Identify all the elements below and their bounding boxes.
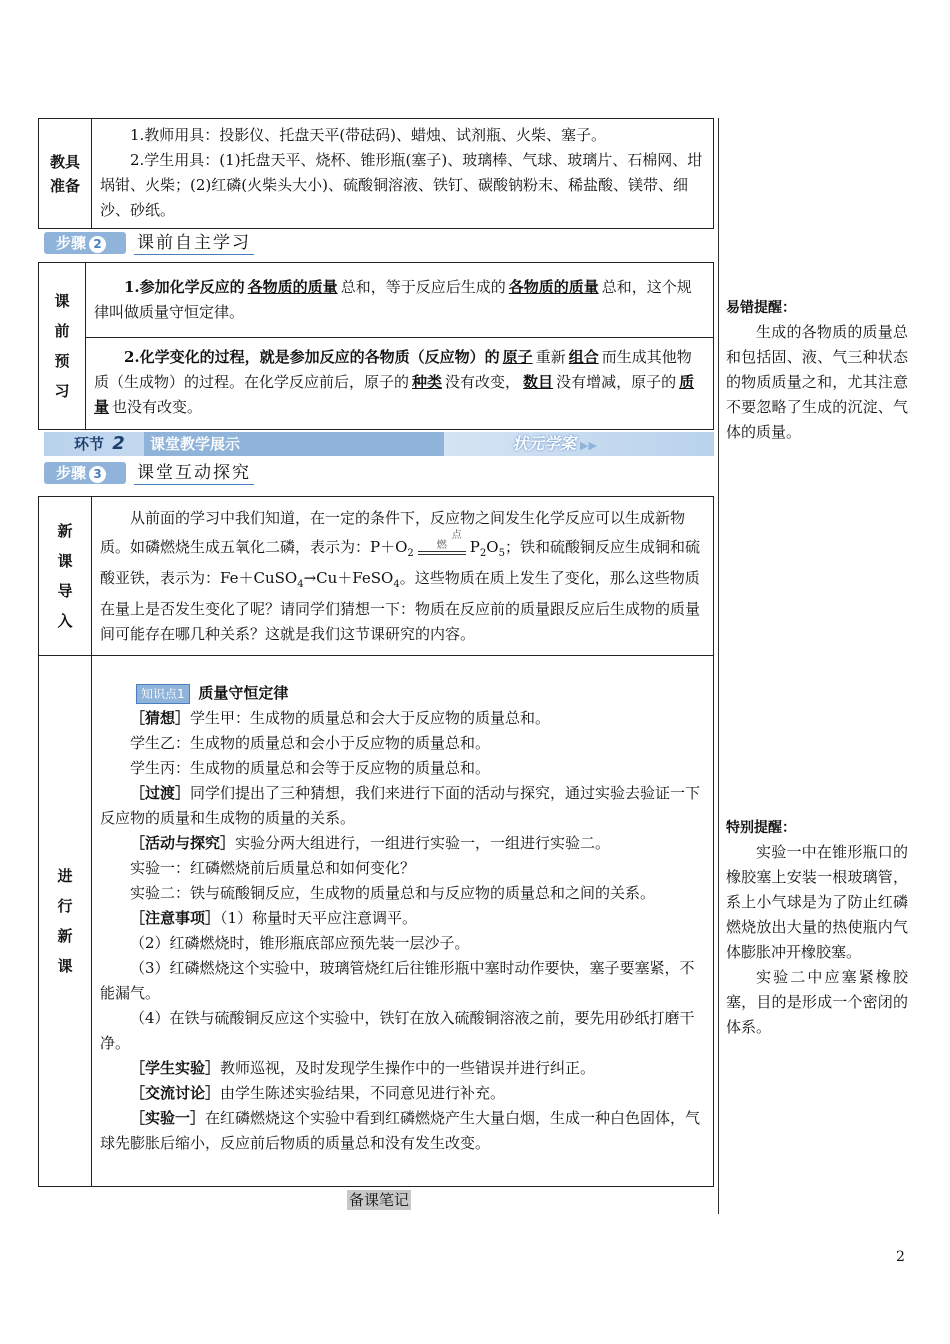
side-note-1-text: 生成的各物质的质量总和包括固、液、气三种状态的物质质量之和，尤其注意不要忽略了生成的沉淀、气体的质量。 <box>726 323 908 441</box>
ignite-arrow: 点燃 <box>418 531 466 555</box>
intro-label: 新课导入 <box>39 497 92 656</box>
knowledge-point-heading <box>136 680 705 706</box>
page-number: 2 <box>896 1249 905 1265</box>
side-note-2-text-2: 实验二中应塞紧橡胶塞，目的是形成一个密闭的体系。 <box>726 968 908 1036</box>
preview-table <box>38 262 714 430</box>
banner-right: 状元学案 ▶▶ <box>512 434 597 453</box>
preview-item-2: 2.化学变化的过程，就是参加反应的各物质（反应物）的 原子 重新 组合 而生成其他物质（生成物）的过程。在化学反应前后，原子的 种类 没有改变， 数目 没有增减，原子的 质量 也没有改变。 <box>86 338 714 430</box>
side-note-2 <box>726 816 908 1040</box>
notes-label: 备课笔记 <box>349 1191 410 1209</box>
lesson-content: 知识点1 质量守恒定律 ［猜想］学生甲：生成物的质量总和会大于反应物的质量总和。 学生乙：生成物的质量总和会小于反应物的质量总和。 学生丙：生成物的质量总和会等于反应物的质量总和。 ［过渡］同学们提出了三种猜想，我们来进行下面的活动与探究，通过实验去验证一下反应物的质量和生成物的质量的关系。 ［活动与探究］实验分两大组进行，一组进行实验一，一组进行实验二。 实验一：红磷燃烧前后质量总和如何变化？ 实验二：铁与硫酸铜反应，生成物的质量总和与反应物的质量总和之间的关系。 ［注意事项］（1）称量时天平应注意调平。 （2）红磷燃烧时，锥形瓶底部应预先装一层沙子。 （3）红磷燃烧这个实验中，玻璃管烧红后往锥形瓶中塞时动作要快，塞子要塞紧，不能漏气。 （4）在铁与硫酸铜反应这个实验中，铁钉在放入硫酸铜溶液之前，要先用砂纸打磨干净。 ［学生实验］教师巡视，及时发现学生操作中的一些错误并进行纠正。 ［交流讨论］由学生陈述实验结果，不同意见进行补充。 ［实验一］在红磷燃烧这个实验中看到红磷燃烧产生大量白烟，生成一种白色固体，气球先膨胀后缩小，反应前后物质的质量总和没有发生改变。 <box>92 656 714 1187</box>
blank-number: 数目 <box>523 373 554 391</box>
side-note-2-heading: 特别提醒： <box>726 820 796 836</box>
step2-header <box>44 232 344 256</box>
step3-badge: 步骤 3 <box>44 462 126 484</box>
prep-label: 教具准备 <box>39 119 92 229</box>
banner-mid: 课堂教学展示 <box>144 432 444 456</box>
blank-mass-1: 各物质的质量 <box>247 278 338 296</box>
prep-table <box>38 118 714 229</box>
side-note-2-text-1: 实验一中在锥形瓶口的橡胶塞上安装一根玻璃管，系上小气球是为了防止红磷燃烧放出大量的热使瓶内气体膨胀冲开橡胶塞。 <box>726 843 908 961</box>
lesson-label: 进行新课 <box>39 656 92 1187</box>
step2-badge: 步骤 2 <box>44 232 126 254</box>
blank-mass-2: 各物质的质量 <box>508 278 599 296</box>
banner-left: 环节 2 <box>74 433 125 454</box>
knowledge-point-tag: 知识点1 <box>136 684 190 704</box>
prep-line-1: 1.教师用具：投影仪、托盘天平(带砝码)、蜡烛、试剂瓶、火柴、塞子。 <box>130 125 607 144</box>
knowledge-point-title: 质量守恒定律 <box>198 684 289 702</box>
step3-header <box>44 462 344 486</box>
blank-atom: 原子 <box>502 348 533 366</box>
preview-label: 课前预习 <box>39 263 86 430</box>
blank-kind: 种类 <box>412 373 443 391</box>
side-note-1-heading: 易错提醒： <box>726 300 796 316</box>
prep-line-2: 2.学生用具：(1)托盘天平、烧杯、锥形瓶(塞子)、玻璃棒、气球、玻璃片、石棉网、坩埚钳、火柴；(2)红磷(火柴头大小)、硫酸铜溶液、铁钉、碳酸钠粉末、稀盐酸、镁带、细沙、砂纸。 <box>100 150 703 219</box>
column-divider <box>718 118 719 1214</box>
blank-combine: 组合 <box>568 348 599 366</box>
prep-content <box>92 119 714 229</box>
step2-title: 课前自主学习 <box>134 232 254 255</box>
preview-item-1: 1.参加化学反应的 各物质的质量 总和，等于反应后生成的 各物质的质量 总和，这个规律叫做质量守恒定律。 <box>86 263 714 338</box>
step3-title: 课堂互动探究 <box>134 462 254 485</box>
lesson-table <box>38 496 714 1187</box>
side-note-1 <box>726 296 908 445</box>
section-banner <box>44 432 714 456</box>
intro-content: 从前面的学习中我们知道，在一定的条件下，反应物之间发生化学反应可以生成新物质。如磷燃烧生成五氧化二磷，表示为：$P+O_2$ 点燃 $P_2O_5$；铁和硫酸铜反应生成铜和硫酸亚铁，表示为：Fe＋CuSO$_4$→Cu＋FeSO$_4$。这些物质在质上发生了变化，那么这些物质在量上是否发生变化了呢？请同学们猜想一下：物质在反应前的质量跟反应后生成物的质量间可能存在哪几种关系？这就是我们这节课研究的内容。 <box>92 497 714 656</box>
blank-mass-3: 质量 <box>94 373 695 416</box>
